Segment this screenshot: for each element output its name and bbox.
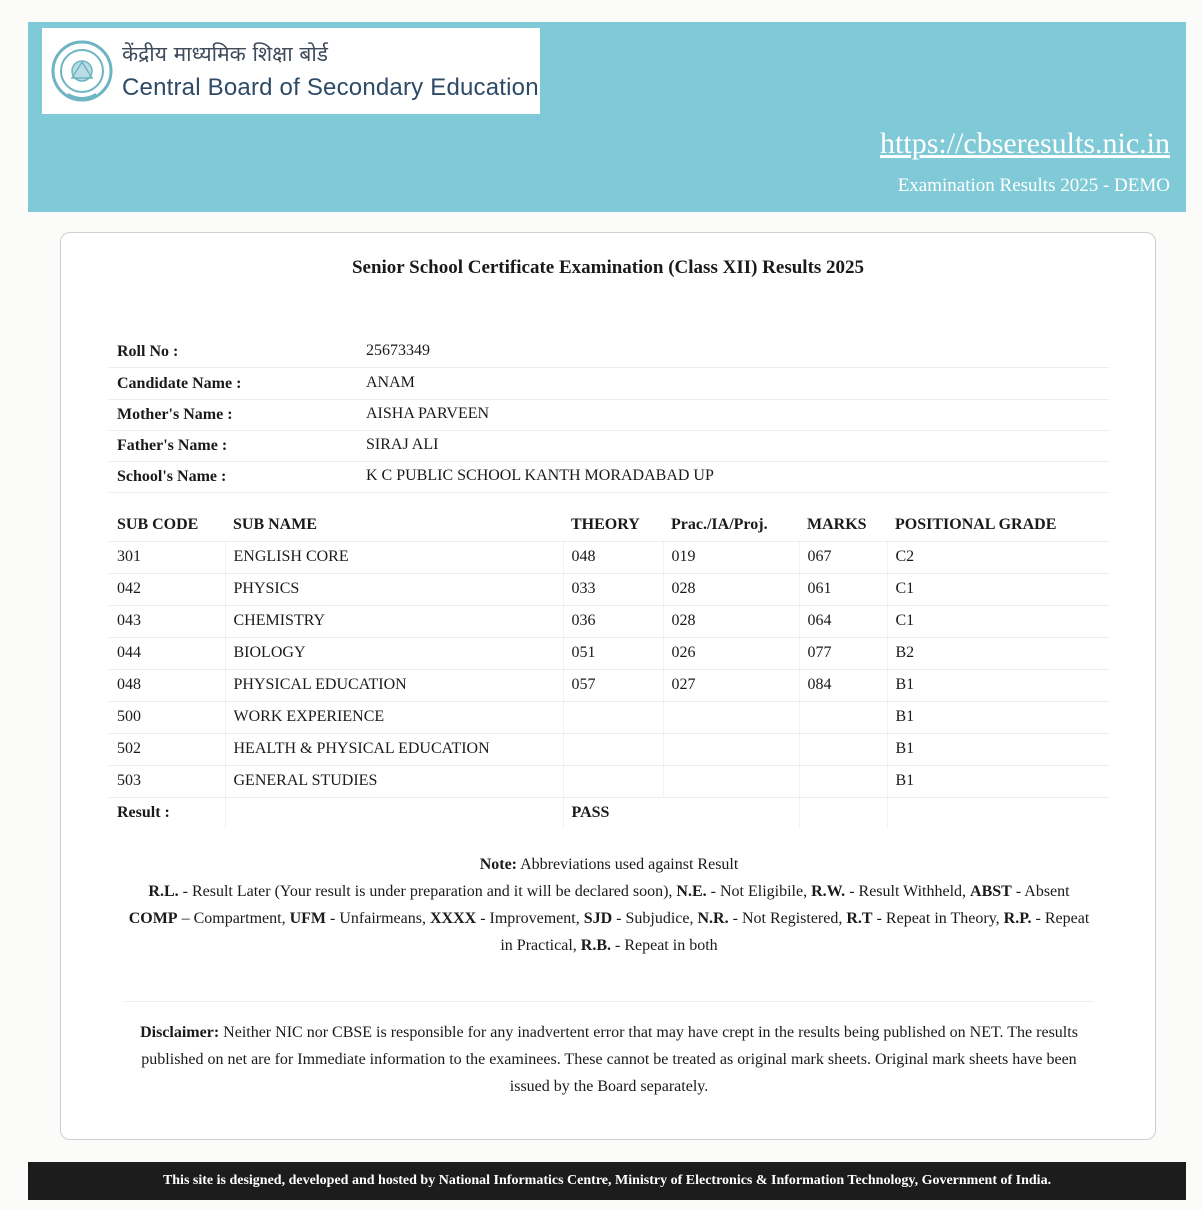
table-cell	[799, 765, 887, 797]
abbreviation-meaning: - Repeat in both	[611, 937, 718, 954]
table-cell	[663, 701, 799, 733]
info-row-candidate-name	[109, 369, 1109, 400]
abbreviation: ABST	[970, 883, 1012, 900]
table-cell	[799, 701, 887, 733]
table-cell: B1	[887, 701, 1109, 733]
column-header: MARKS	[799, 509, 887, 541]
table-cell: C2	[887, 541, 1109, 573]
table-cell: WORK EXPERIENCE	[225, 701, 563, 733]
header-banner	[28, 22, 1186, 212]
table-cell	[799, 733, 887, 765]
table-cell: C1	[887, 573, 1109, 605]
table-row	[109, 669, 1109, 701]
table-cell: 051	[563, 637, 663, 669]
table-cell	[663, 765, 799, 797]
divider	[125, 1001, 1093, 1002]
result-value: PASS	[563, 797, 799, 829]
info-label: Roll No :	[117, 343, 179, 360]
info-row-mother-name	[109, 400, 1109, 431]
table-cell	[663, 733, 799, 765]
table-cell: 043	[109, 605, 225, 637]
table-cell: GENERAL STUDIES	[225, 765, 563, 797]
abbreviation-meaning: - Unfairmeans,	[326, 910, 430, 927]
table-cell: HEALTH & PHYSICAL EDUCATION	[225, 733, 563, 765]
table-cell: 048	[563, 541, 663, 573]
abbreviation-meaning: - Result Later (Your result is under preparation and it will be declared soon),	[178, 883, 677, 900]
abbreviation: R.T	[846, 910, 873, 927]
info-value: AISHA PARVEEN	[366, 405, 490, 422]
disclaimer-title: Disclaimer:	[140, 1024, 220, 1041]
abbreviation-meaning: - Result Withheld,	[845, 883, 971, 900]
note-intro: Abbreviations used against Result	[517, 856, 739, 873]
table-cell: 042	[109, 573, 225, 605]
abbreviation: R.W.	[811, 883, 846, 900]
abbreviation: XXXX	[429, 910, 477, 927]
abbreviation-meaning: – Compartment,	[177, 910, 290, 927]
table-cell: PHYSICAL EDUCATION	[225, 669, 563, 701]
info-row-school-name	[109, 462, 1109, 493]
table-cell: 061	[799, 573, 887, 605]
table-cell	[563, 733, 663, 765]
table-row	[109, 637, 1109, 669]
table-cell: 028	[663, 573, 799, 605]
table-cell: CHEMISTRY	[225, 605, 563, 637]
info-row-roll-no	[109, 337, 1109, 368]
table-cell: 048	[109, 669, 225, 701]
table-cell: 500	[109, 701, 225, 733]
result-card	[60, 232, 1156, 1140]
subjects-table	[109, 509, 1109, 829]
table-cell: PHYSICS	[225, 573, 563, 605]
abbreviation-meaning: - Not Eligibile,	[706, 883, 812, 900]
abbreviation: N.E.	[676, 883, 707, 900]
info-value: ANAM	[366, 374, 415, 391]
table-cell: 084	[799, 669, 887, 701]
table-cell: 067	[799, 541, 887, 573]
abbreviation-meaning: - Absent	[1011, 883, 1070, 900]
abbreviation: R.B.	[580, 937, 611, 954]
table-cell: 077	[799, 637, 887, 669]
results-site-link[interactable]: https://cbseresults.nic.in	[880, 127, 1170, 160]
table-cell: 503	[109, 765, 225, 797]
note-line	[121, 878, 1097, 905]
result-label: Result :	[117, 804, 170, 822]
info-label: Candidate Name :	[117, 375, 242, 392]
table-cell	[563, 701, 663, 733]
logo-hindi-text: केंद्रीय माध्यमिक शिक्षा बोर्ड	[122, 42, 329, 66]
table-row	[109, 765, 1109, 797]
abbreviation-meaning: - Subjudice,	[612, 910, 698, 927]
table-cell	[563, 765, 663, 797]
table-row	[109, 573, 1109, 605]
abbreviation: UFM	[289, 910, 326, 927]
cbse-emblem-icon	[50, 38, 114, 104]
note-heading-line	[121, 851, 1097, 878]
abbreviation-meaning: - Improvement,	[476, 910, 584, 927]
disclaimer	[125, 1019, 1093, 1100]
column-header: POSITIONAL GRADE	[887, 509, 1109, 541]
abbreviation: SJD	[583, 910, 613, 927]
table-cell: B1	[887, 669, 1109, 701]
table-header-row	[109, 509, 1109, 541]
info-label: Mother's Name :	[117, 406, 233, 423]
table-row	[109, 733, 1109, 765]
table-cell: 026	[663, 637, 799, 669]
table-cell: 057	[563, 669, 663, 701]
table-cell: 044	[109, 637, 225, 669]
disclaimer-text: Neither NIC nor CBSE is responsible for any inadvertent error that may have crept in the results being published on NET. The results published on net are for Immediate information to the examinees. These cannot be treated as original mark sheets. Original mark sheets have been issued by the Board separately.	[141, 1024, 1078, 1095]
abbreviation-meaning: - Not Registered,	[728, 910, 847, 927]
logo-english-text: Central Board of Secondary Education	[122, 74, 539, 101]
table-cell: ENGLISH CORE	[225, 541, 563, 573]
table-cell: 033	[563, 573, 663, 605]
table-row	[109, 541, 1109, 573]
abbreviation: R.P.	[1003, 910, 1032, 927]
info-value: K C PUBLIC SCHOOL KANTH MORADABAD UP	[366, 467, 714, 484]
page-title: Senior School Certificate Examination (Class XII) Results 2025	[351, 257, 865, 278]
column-header: SUB CODE	[109, 509, 225, 541]
table-cell: 064	[799, 605, 887, 637]
column-header: SUB NAME	[225, 509, 563, 541]
abbreviation-meaning: - Repeat in Practical,	[500, 910, 1090, 954]
table-cell: BIOLOGY	[225, 637, 563, 669]
info-label: School's Name :	[117, 468, 227, 485]
header-subtitle: Examination Results 2025 - DEMO	[897, 175, 1170, 196]
column-header: THEORY	[563, 509, 663, 541]
table-row	[109, 605, 1109, 637]
abbreviation: R.L.	[148, 883, 179, 900]
column-header: Prac./IA/Proj.	[663, 509, 799, 541]
table-cell: B1	[887, 765, 1109, 797]
table-cell: B2	[887, 637, 1109, 669]
table-cell: 019	[663, 541, 799, 573]
table-cell: 301	[109, 541, 225, 573]
table-row	[109, 701, 1109, 733]
info-row-father-name	[109, 431, 1109, 462]
abbreviation: N.R.	[697, 910, 729, 927]
result-row	[109, 797, 1109, 829]
abbreviation: COMP	[128, 910, 178, 927]
abbreviations-note	[121, 851, 1097, 959]
table-cell: 028	[663, 605, 799, 637]
table-cell: 502	[109, 733, 225, 765]
note-title: Note:	[479, 856, 517, 873]
info-label: Father's Name :	[117, 437, 228, 454]
table-cell: B1	[887, 733, 1109, 765]
table-cell: 027	[663, 669, 799, 701]
info-value: 25673349	[366, 342, 430, 359]
footer: This site is designed, developed and hosted by National Informatics Centre, Ministry of Electronics & Information Technology, Government of India.	[28, 1162, 1186, 1200]
info-value: SIRAJ ALI	[366, 436, 439, 453]
abbreviation-meaning: - Repeat in Theory,	[872, 910, 1004, 927]
note-line	[121, 905, 1097, 959]
cbse-logo[interactable]	[42, 28, 540, 114]
table-cell: 036	[563, 605, 663, 637]
table-cell: C1	[887, 605, 1109, 637]
